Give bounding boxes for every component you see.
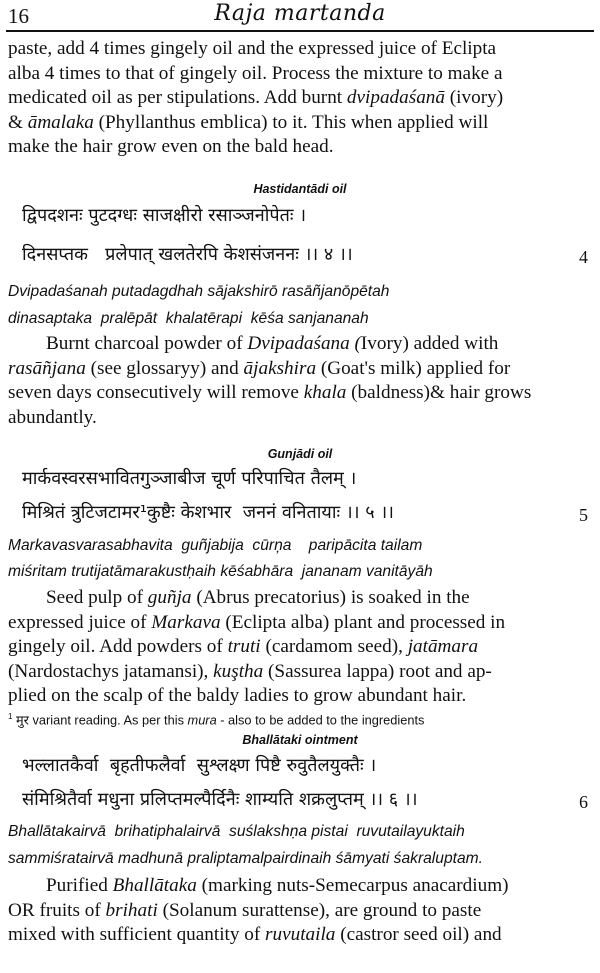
transliteration-line: miśritam trutijatāmarakustḥaih kēśabhāra jananam vanitāyāh: [8, 563, 433, 580]
transliteration-line: dinasaptaka pralēpāt khalatērapi kēśa sanjananah: [8, 310, 369, 327]
text-span: (marking nuts-Semecarpus anacardium): [196, 875, 509, 896]
text-span: (baldness)& hair grows: [346, 382, 532, 404]
running-title: Raja martanda: [214, 1, 386, 26]
text-span: expressed juice of: [8, 611, 152, 633]
transliteration-line: Dvipadaśanah putadagdhah sājakshirō rasāñjanōpētah: [8, 283, 390, 300]
text-line: [8, 586, 592, 611]
text-span: (cardamom seed),: [260, 636, 408, 658]
text-line: [8, 381, 592, 406]
text-line: [8, 332, 592, 357]
text-span: (castror seed oil) and: [335, 924, 502, 946]
sanskrit-verse-line: संमिश्रितैर्वा मधुना प्रलिप्तमल्पैर्दिनैः शाम्यति शक्रलुप्तम् ।। ६ ।।: [22, 789, 418, 810]
text-line: make the hair grow even on the bald head.: [8, 136, 334, 158]
text-span: medicated oil as per stipulations. Add burnt: [8, 87, 347, 109]
translation-paragraph: [8, 586, 592, 709]
text-span: (Phyllanthus emblica) to it. This when applied will: [93, 111, 489, 133]
italic-term: truti: [227, 636, 261, 658]
italic-term: guñja: [147, 587, 192, 608]
text-line: abundantly.: [8, 406, 97, 428]
sanskrit-verse-line: दिनसप्तक प्रलेपात् खलतेरपि केशसंजननः ।। ४ ।।: [22, 244, 353, 265]
italic-term: ruvutaila: [265, 924, 336, 946]
header-rule: [6, 30, 594, 32]
italic-term: jatāmara: [407, 636, 479, 658]
text-line: paste, add 4 times gingely oil and the expressed juice of Eclipta: [8, 38, 497, 59]
footnote: [8, 708, 592, 729]
text-span: (ivory): [445, 87, 504, 109]
text-span: Seed pulp of: [46, 587, 148, 608]
italic-term: brihati: [105, 899, 158, 921]
text-span: (Solanum surattense), are ground to paste: [157, 899, 482, 921]
section-heading: Bhallātaki ointment: [242, 733, 358, 747]
sanskrit-verse-line: भल्लातकैर्वा बृहतीफलैर्वा सुश्लक्ष्ण पिष्टै रुवुतैलयुक्तैः ।: [22, 755, 377, 776]
text-span: Burnt charcoal powder of: [46, 333, 248, 354]
transliteration-line: sammiśratairvā madhunā praliptamalpairdinaih śāmyati śakraluptam.: [8, 850, 483, 867]
text-span: variant reading. As per this: [28, 712, 188, 728]
italic-term: ājakshira: [243, 357, 317, 379]
transliteration-line: Markavasvarasabhavita guñjabija cūrņa paripācita tailam: [8, 537, 423, 554]
text-span: (Sassurea lappa) root and ap-: [263, 660, 492, 682]
verse-number: 4: [579, 247, 588, 267]
transliteration-line: Bhallātakairvā brihatiphalairvā suślakshṇa pistai ruvutailayuktaih: [8, 823, 465, 840]
text-span: mixed with sufficient quantity of: [8, 924, 266, 946]
italic-term: Dvipadaśana (: [247, 333, 361, 354]
translation-paragraph: [8, 332, 592, 430]
text-span: - also to be added to the ingredients: [216, 712, 425, 728]
sanskrit-verse-line: द्विपदशनः पुटदग्धः साजक्षीरो रसाञ्जनोपेतः ।: [22, 205, 307, 226]
text-span: Ivory) added with: [360, 333, 499, 354]
page-header: [0, 0, 600, 34]
italic-term: khala: [303, 382, 347, 404]
text-line: [8, 357, 592, 382]
text-line: [8, 660, 592, 685]
text-span: seven days consecutively will remove: [8, 382, 304, 404]
text-span: Purified: [46, 875, 113, 896]
text-span: मुर: [12, 712, 29, 728]
text-line: [8, 923, 592, 948]
text-line: [8, 86, 592, 111]
section-heading: Hastidantādi oil: [253, 182, 347, 196]
text-line: [8, 635, 592, 660]
verse-number: 5: [579, 505, 588, 525]
italic-term: dvipadaśanā: [346, 87, 445, 109]
text-span: &: [8, 111, 28, 133]
sanskrit-verse-line: मिश्रितं त्रुटिजटामर¹कुष्टैः केशभार जननं वनितायाः ।। ५ ।।: [22, 502, 394, 523]
italic-term: kuştha: [213, 660, 264, 682]
text-span: (Eclipta alba) plant and processed in: [220, 611, 506, 633]
text-span: OR fruits of: [8, 899, 106, 921]
italic-term: Markava: [151, 611, 221, 633]
italic-term: āmalaka: [27, 111, 94, 133]
intro-paragraph: [8, 37, 592, 160]
text-line: [8, 611, 592, 636]
section-heading: Gunjādi oil: [267, 447, 333, 461]
page-number: 16: [8, 4, 29, 28]
text-span: (Goat's milk) applied for: [316, 357, 511, 379]
translation-paragraph: [8, 874, 592, 948]
sanskrit-verse-line: मार्कवस्वरसभावितगुञ्जाबीज चूर्ण परिपाचित तैलम् ।: [22, 468, 357, 489]
text-line: alba 4 times to that of gingely oil. Process the mixture to make a: [8, 62, 503, 84]
text-line: [8, 899, 592, 924]
text-line: [8, 874, 592, 899]
italic-term: Bhallātaka: [112, 875, 197, 896]
text-span: (see glossaryy) and: [85, 357, 244, 379]
text-line: plied on the scalp of the baldy ladies to grow abundant hair.: [8, 685, 467, 707]
italic-term: mura: [187, 712, 217, 728]
footnote-mark: 1: [8, 712, 13, 721]
italic-term: rasāñjana: [8, 357, 86, 379]
text-span: (Abrus precatorius) is soaked in the: [191, 587, 470, 608]
text-span: gingely oil. Add powders of: [8, 636, 228, 658]
text-line: [8, 111, 592, 136]
text-span: (Nardostachys jatamansi),: [8, 660, 214, 682]
verse-number: 6: [579, 792, 588, 812]
